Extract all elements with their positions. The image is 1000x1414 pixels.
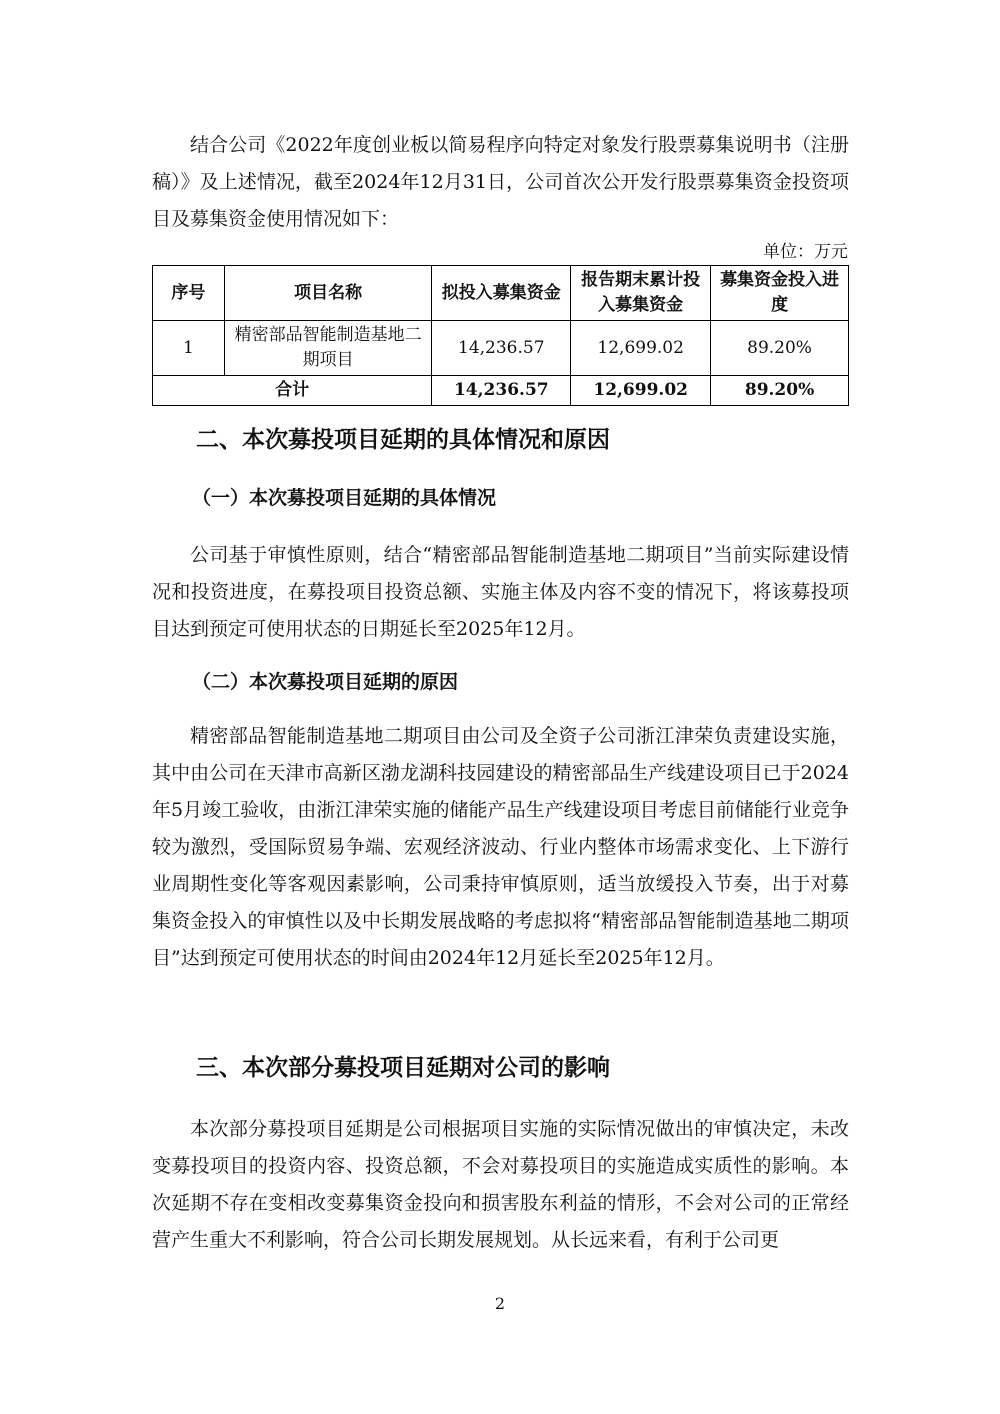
- page-number: 2: [494, 1294, 506, 1313]
- section2-sub1-paragraph: 公司基于审慎性原则，结合“精密部品智能制造基地二期项目”当前实际建设情况和投资进度，在募投项目投资总额、实施主体及内容不变的情况下，将该募投项目达到预定可使用状态的日期延长至2025年12月。: [152, 544, 849, 640]
- section2-sub1-heading: （一）本次募投项目延期的具体情况: [192, 487, 497, 509]
- header-planned-funds: 拟投入募集资金: [432, 266, 571, 321]
- table-total-row: [153, 376, 849, 406]
- cell-planned-funds: 14,236.57: [432, 321, 571, 376]
- total-label: 合计: [153, 376, 432, 406]
- header-cumulative-funds: 报告期末累计投入募集资金: [571, 266, 711, 321]
- section2-sub2-heading: （二）本次募投项目延期的原因: [192, 671, 459, 693]
- cell-project-name: 精密部品智能制造基地二期项目: [224, 321, 431, 376]
- table-unit-label: 单位：万元: [763, 242, 848, 262]
- total-progress: 89.20%: [711, 376, 849, 406]
- table-header-row: [153, 266, 849, 321]
- total-cumulative: 12,699.02: [571, 376, 711, 406]
- section3-paragraph: 本次部分募投项目延期是公司根据项目实施的实际情况做出的审慎决定，未改变募投项目的投资内容、投资总额，不会对募投项目的实施造成实质性的影响。本次延期不存在变相改变募集资金投向和损害股东利益的情形，不会对公司的正常经营产生重大不利影响，符合公司长期发展规划。从长远来看，有利于公司更: [152, 1118, 849, 1251]
- table-row: [153, 321, 849, 376]
- cell-cumulative-funds: 12,699.02: [571, 321, 711, 376]
- section3-heading: 三、本次部分募投项目延期对公司的影响: [196, 1054, 610, 1081]
- intro-paragraph: 结合公司《2022年度创业板以简易程序向特定对象发行股票募集说明书（注册稿）》及上述情况，截至2024年12月31日，公司首次公开发行股票募集资金投资项目及募集资金使用情况如下：: [152, 134, 849, 230]
- cell-index: 1: [153, 321, 225, 376]
- header-index: 序号: [153, 266, 225, 321]
- section2-heading: 二、本次募投项目延期的具体情况和原因: [196, 426, 610, 453]
- total-planned: 14,236.57: [432, 376, 571, 406]
- header-progress: 募集资金投入进度: [711, 266, 849, 321]
- section2-sub2-paragraph: 精密部品智能制造基地二期项目由公司及全资子公司浙江津荣负责建设实施，其中由公司在天津市高新区渤龙湖科技园建设的精密部品生产线建设项目已于2024年5月竣工验收，由浙江津荣实施的储能产品生产线建设项目考虑目前储能行业竞争较为激烈，受国际贸易争端、宏观经济波动、行业内整体市场需求变化、上下游行业周期性变化等客观因素影响，公司秉持审慎原则，适当放缓投入节奏，出于对募集资金投入的审慎性以及中长期发展战略的考虑拟将“精密部品智能制造基地二期项目”达到预定可使用状态的时间由2024年12月延长至2025年12月。: [152, 725, 849, 969]
- fund-usage-table: [152, 265, 849, 406]
- header-project-name: 项目名称: [224, 266, 431, 321]
- cell-progress: 89.20%: [711, 321, 849, 376]
